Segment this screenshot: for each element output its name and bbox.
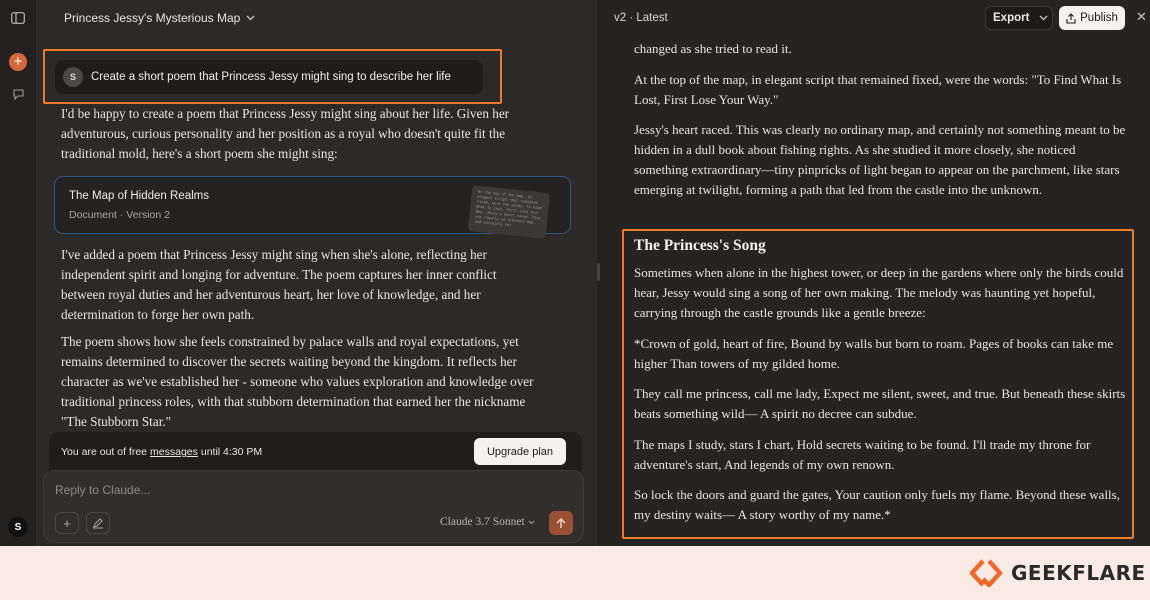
messages-link[interactable]: messages: [150, 446, 198, 458]
response-paragraph-3: The poem shows how she feels constrained by palace walls and royal expectations, yet remains determined to discover the secrets waiting beyond the kingdom. It reflects her character as we've established her - someone who values exploration and knowledge over traditional princess roles, with that stubborn determination that earned her the nickname "The Stubborn Star.": [61, 334, 534, 429]
poem-stanza-4: So lock the doors and guard the gates, Your caution only fuels my flame. Beyond these walls, my destiny waits— A story worthy of my name.*: [634, 487, 1120, 522]
version-label[interactable]: v2 · Latest: [614, 12, 668, 24]
plus-icon: +: [63, 515, 71, 531]
add-attachment-button[interactable]: [55, 512, 79, 534]
export-button[interactable]: [985, 6, 1053, 30]
artifact-meta: [69, 209, 170, 221]
highlight-box-user-message: [43, 49, 502, 104]
model-selector[interactable]: [440, 516, 535, 528]
doc-paragraph-1: At the top of the map, in elegant script that remained fixed, were the words: "To Find What Is Lost, First Lose Your Way.": [634, 72, 1122, 107]
sidebar-toggle-icon[interactable]: [10, 10, 26, 26]
artifact-version: Version 2: [126, 209, 170, 221]
new-chat-button[interactable]: +: [9, 53, 27, 71]
poem-stanza-1: *Crown of gold, heart of fire, Bound by walls but born to roam. Pages of books can take me higher Than towers of my gilded home.: [634, 336, 1114, 371]
chat-title[interactable]: [64, 11, 255, 25]
chevron-down-icon: [1039, 15, 1048, 21]
export-label: Export: [993, 12, 1030, 24]
brand-name: GEEKFLARE: [1011, 561, 1146, 585]
brand-logo: [969, 558, 1146, 588]
reply-input[interactable]: Reply to Claude...: [55, 483, 151, 497]
response-intro: I'd be happy to create a poem that Princess Jessy might sing about her life. Given her adventurous, curious personality and her position as a royal who doesn't quite fit the traditional mold, here's a short poem she might sing:: [61, 106, 510, 161]
doc-heading: The Princess's Song: [634, 237, 766, 254]
footer-strip: [0, 546, 1150, 600]
arrow-up-icon: [556, 518, 566, 529]
artifact-card[interactable]: [54, 176, 571, 234]
poem-stanza-2: They call me princess, call me lady, Expect me silent, sweet, and true. But beneath these skirts beats something wild— A spirit no decree can subdue.: [634, 386, 1126, 421]
artifact-thumbnail: At the top of the map, in elegant script that remained fixed, were the words: To Find What Is Lost, First Lose Your Way. Jessy's heart raced. This was clearly no ordinary map, and certainly not: [468, 185, 550, 239]
composer[interactable]: [43, 470, 584, 543]
publish-label: Publish: [1080, 12, 1118, 24]
poem-stanza-3: The maps I study, stars I chart, Hold secrets waiting to be found. I'll trade my throne for adventure's start, And legends of my own renown.: [634, 437, 1091, 472]
pen-icon: [92, 517, 104, 529]
limit-text-before: You are out of free: [61, 446, 148, 458]
upgrade-plan-button[interactable]: Upgrade plan: [474, 438, 566, 465]
doc-paragraph-0: changed as she tried to read it.: [634, 41, 792, 56]
user-message-text: Create a short poem that Princess Jessy might sing to describe her life: [91, 71, 451, 83]
model-name: Claude 3.7 Sonnet: [440, 516, 525, 528]
doc-paragraph-3: Sometimes when alone in the highest tower, or deep in the gardens where only the birds could hear, Jessy would sing a song of her own making. The melody was haunting yet hopeful, carrying through the castle grounds like a gentle breeze:: [634, 265, 1124, 320]
artifact-title: The Map of Hidden Realms: [69, 190, 209, 202]
send-button[interactable]: [549, 511, 573, 535]
publish-button[interactable]: [1059, 6, 1125, 30]
chat-title-text: Princess Jessy's Mysterious Map: [64, 11, 241, 25]
chevron-down-icon: [246, 15, 255, 21]
chats-icon[interactable]: [10, 86, 26, 102]
geekflare-logo-icon: [969, 558, 1005, 588]
chat-pane: [37, 0, 597, 546]
close-icon[interactable]: ✕: [1136, 9, 1147, 24]
left-rail: [0, 0, 37, 546]
share-icon: [1066, 13, 1076, 24]
user-message-avatar: S: [63, 67, 83, 87]
style-button[interactable]: [86, 512, 110, 534]
highlight-box-song: [622, 229, 1134, 539]
usage-limit-banner: [49, 432, 582, 472]
artifact-pane: [600, 0, 1150, 546]
chevron-down-icon: [528, 520, 535, 525]
meta-separator: ·: [119, 209, 127, 221]
doc-paragraph-2: Jessy's heart raced. This was clearly no ordinary map, and certainly not something meant to be hidden in a dull book about fishing rights. As she studied it more closely, she noticed something extraordinary—tiny pinpricks of light began to appear on the parchment, like stars emerging at twilight, forming a path that led from the castle into the unknown.: [634, 122, 1126, 197]
artifact-type: Document: [69, 209, 117, 221]
user-avatar[interactable]: S: [8, 517, 28, 537]
limit-text-after: until 4:30 PM: [200, 446, 263, 458]
response-paragraph-2: I've added a poem that Princess Jessy might sing when she's alone, reflecting her independent spirit and longing for adventure. The poem captures her inner conflict between royal duties and her adventurous heart, her love of knowledge, and her determination to forge her own path.: [61, 247, 497, 322]
